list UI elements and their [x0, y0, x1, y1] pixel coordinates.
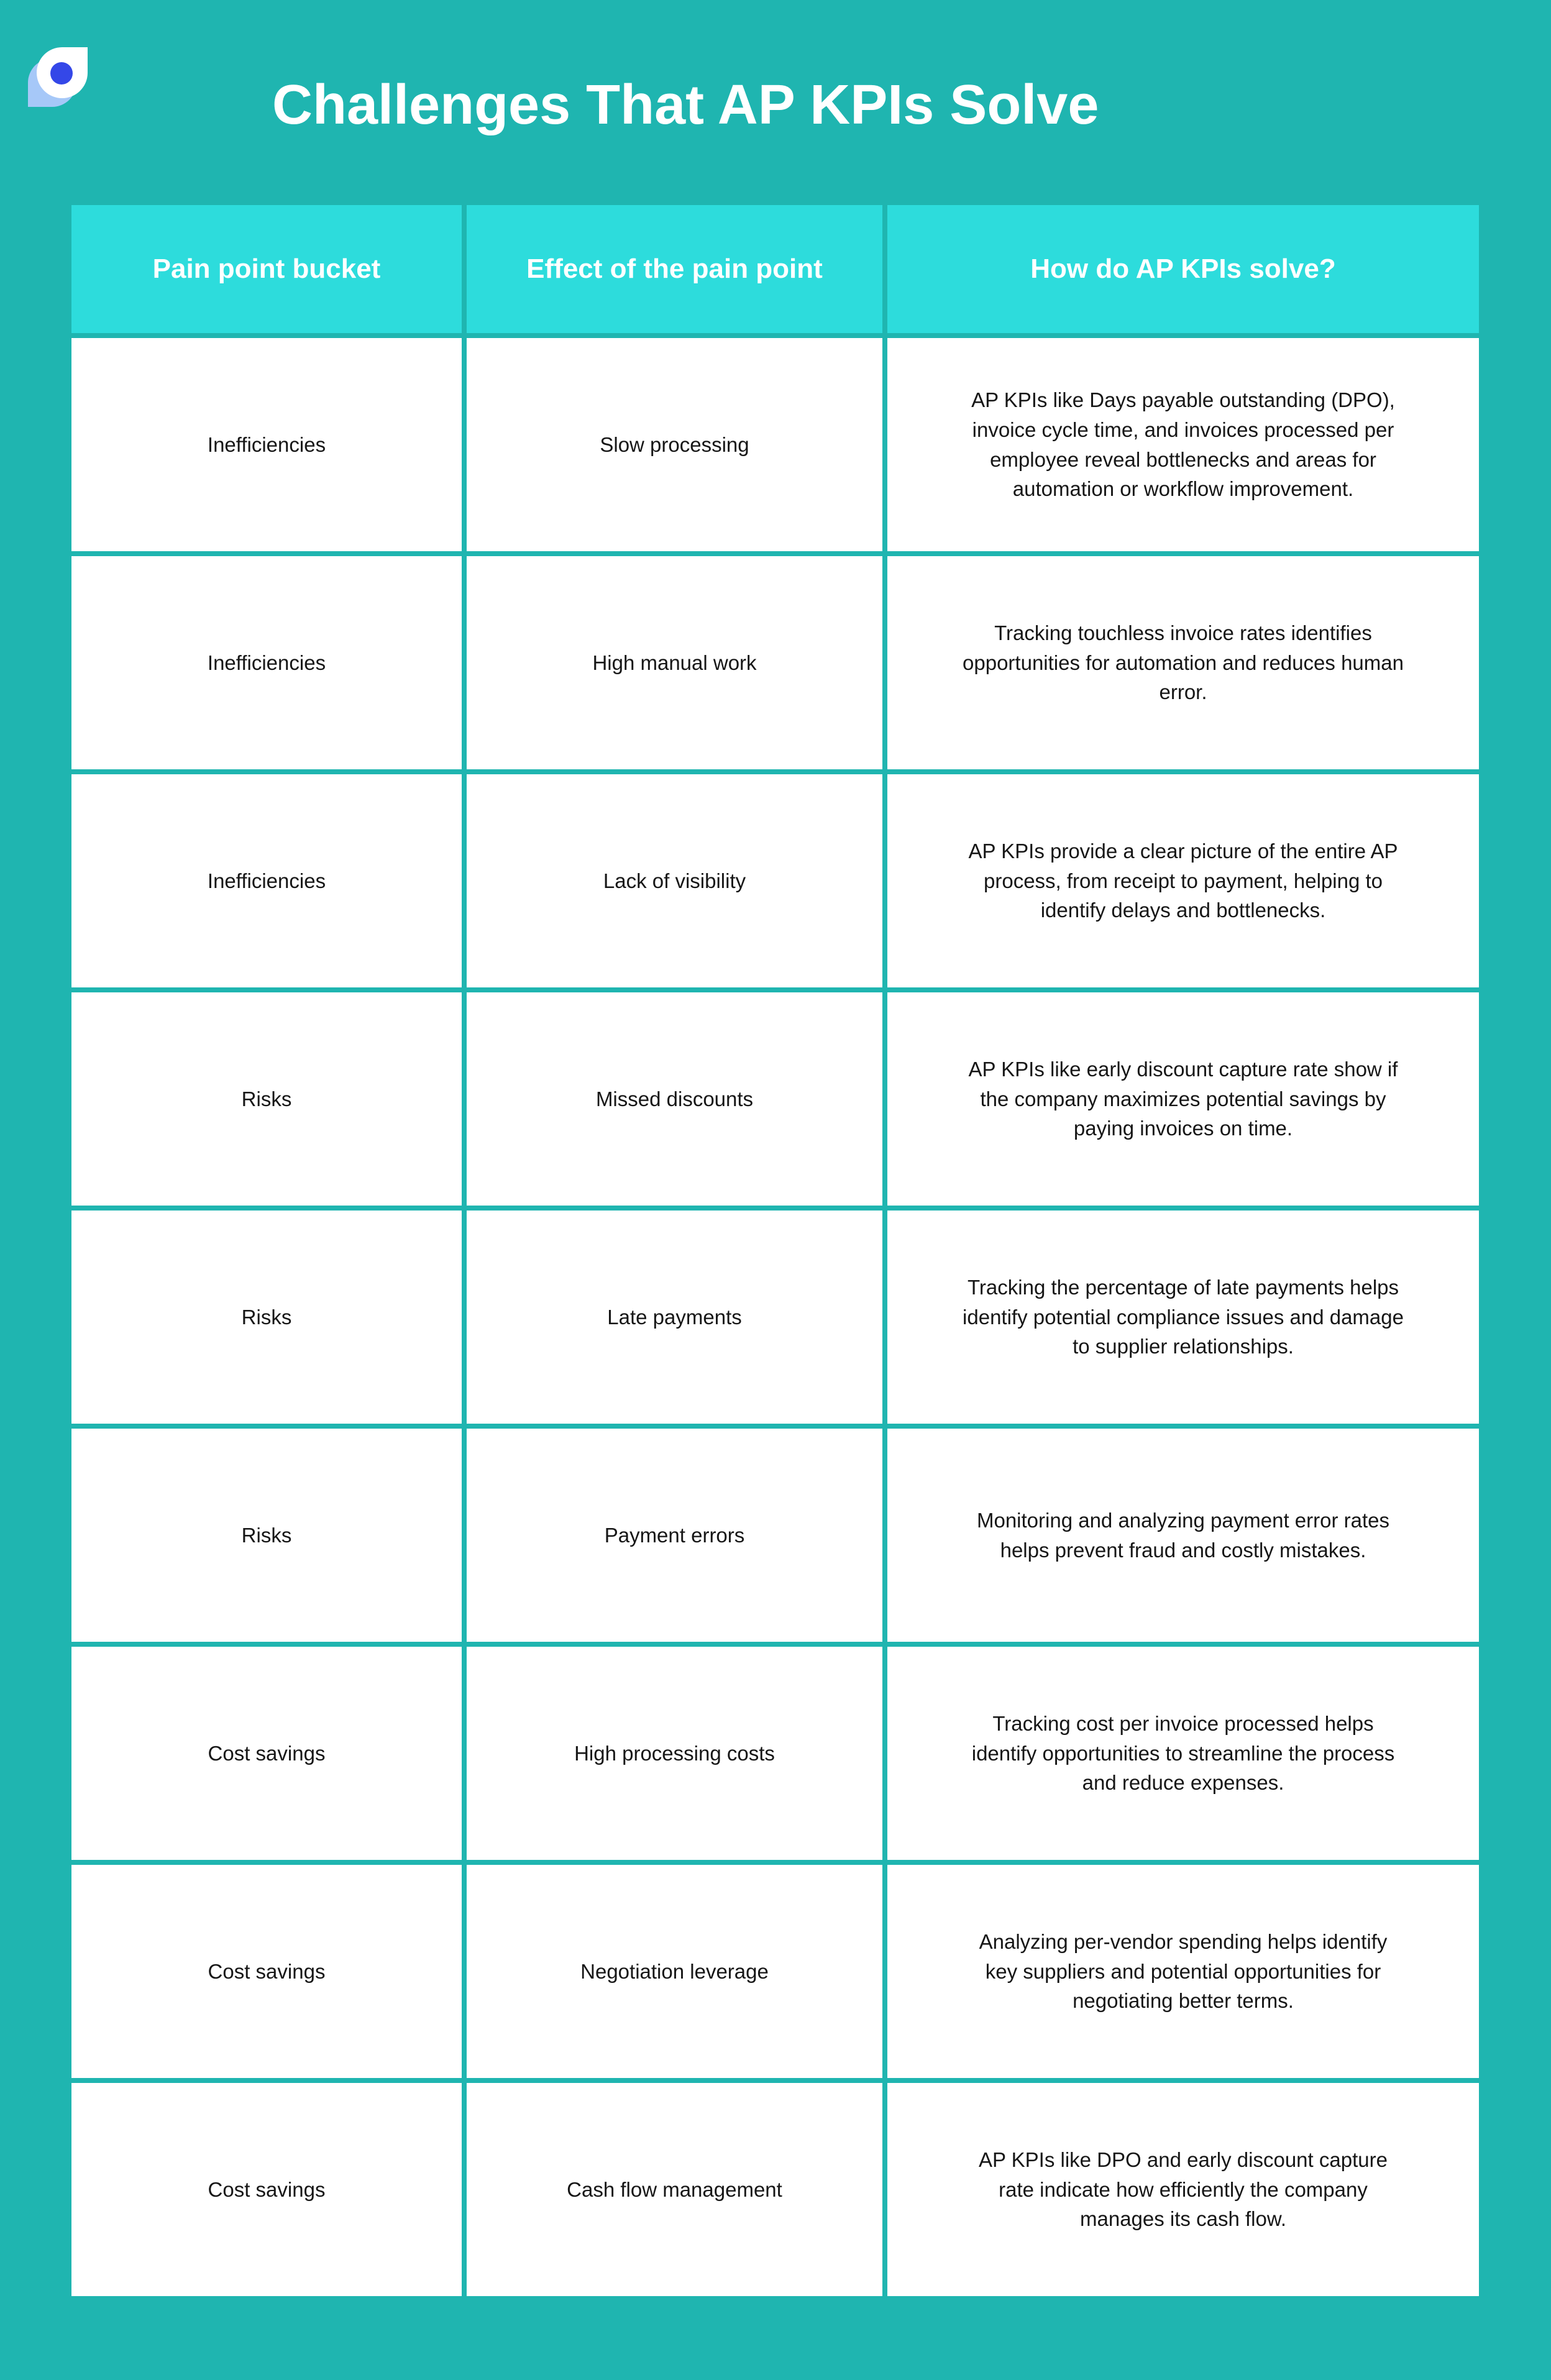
bucket-cell: Inefficiencies [71, 338, 462, 551]
solution-cell: Tracking touchless invoice rates identifies opportunities for automation and reduces human error. [887, 556, 1479, 769]
bucket-cell: Risks [71, 1429, 462, 1642]
effect-cell: Missed discounts [467, 992, 882, 1206]
bucket-cell: Risks [71, 1211, 462, 1424]
page-title: Challenges That AP KPIs Solve [272, 74, 1099, 136]
solution-cell: Tracking cost per invoice processed helps identify opportunities to streamline the process and reduce expenses. [887, 1647, 1479, 1860]
bucket-cell: Inefficiencies [71, 774, 462, 987]
brand-logo [28, 47, 88, 107]
ap-kpi-table [71, 205, 1479, 2296]
solution-cell: AP KPIs provide a clear picture of the entire AP process, from receipt to payment, helping to identify delays and bottlenecks. [887, 774, 1479, 987]
solution-cell: Analyzing per-vendor spending helps identify key suppliers and potential opportunities for negotiating better terms. [887, 1865, 1479, 2078]
effect-cell: High processing costs [467, 1647, 882, 1860]
solution-cell: AP KPIs like Days payable outstanding (DPO), invoice cycle time, and invoices processed per employee reveal bottlenecks and areas for automation or workflow improvement. [887, 338, 1479, 551]
column-header-pain-point-bucket: Pain point bucket [71, 205, 462, 333]
column-header-effect-of-pain-point: Effect of the pain point [467, 205, 882, 333]
effect-cell: Late payments [467, 1211, 882, 1424]
bucket-cell: Cost savings [71, 2083, 462, 2296]
effect-cell: Payment errors [467, 1429, 882, 1642]
solution-cell: Tracking the percentage of late payments helps identify potential compliance issues and damage to supplier relationships. [887, 1211, 1479, 1424]
logo-dot-icon [50, 62, 73, 85]
effect-cell: High manual work [467, 556, 882, 769]
effect-cell: Lack of visibility [467, 774, 882, 987]
effect-cell: Slow processing [467, 338, 882, 551]
bucket-cell: Cost savings [71, 1647, 462, 1860]
solution-cell: Monitoring and analyzing payment error rates helps prevent fraud and costly mistakes. [887, 1429, 1479, 1642]
bucket-cell: Inefficiencies [71, 556, 462, 769]
solution-cell: AP KPIs like DPO and early discount capture rate indicate how efficiently the company manages its cash flow. [887, 2083, 1479, 2296]
effect-cell: Negotiation leverage [467, 1865, 882, 2078]
column-header-how-do-ap-kpis-solve: How do AP KPIs solve? [887, 205, 1479, 333]
solution-cell: AP KPIs like early discount capture rate show if the company maximizes potential savings by paying invoices on time. [887, 992, 1479, 1206]
bucket-cell: Cost savings [71, 1865, 462, 2078]
bucket-cell: Risks [71, 992, 462, 1206]
effect-cell: Cash flow management [467, 2083, 882, 2296]
